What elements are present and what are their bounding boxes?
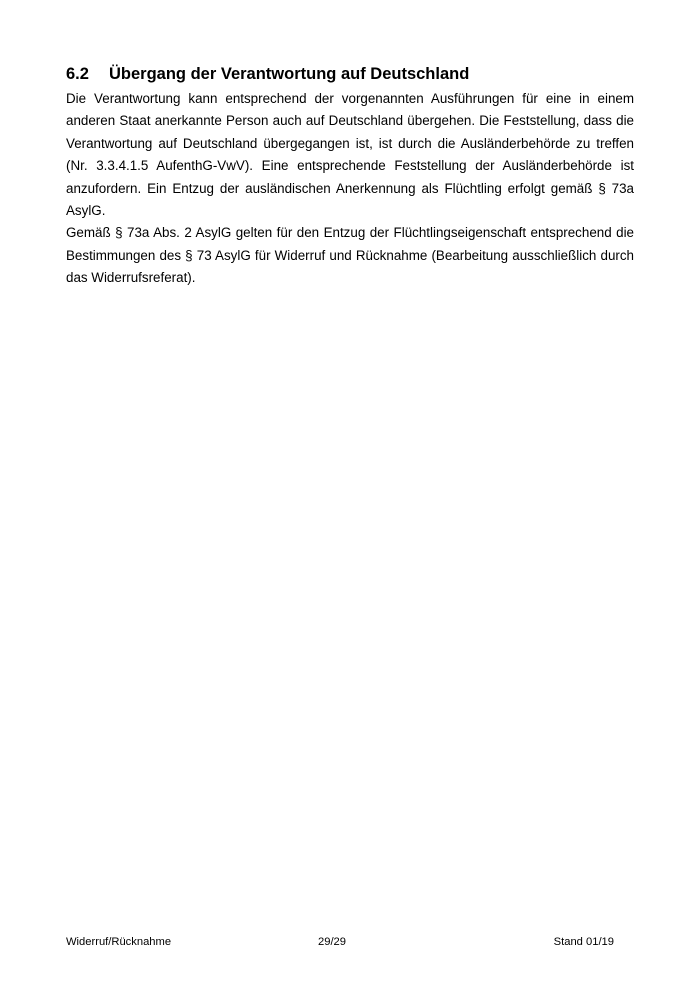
section-heading [66,64,636,84]
section-number: 6.2 [66,65,89,83]
paragraph-1: Die Verantwortung kann entsprechend der vorgenannten Ausführungen für eine in einem anderen Staat anerkannte Person auch auf Deutschland übergehen. Die Feststellung, dass die Verantwortung auf Deutschland übergegangen ist, ist durch die Ausländerbehörde zu treffen (Nr. 3.3.4.1.5 AufenthG-VwV). Eine entsprechende Feststellung der Ausländerbehörde ist anzufordern. Ein Entzug der ausländischen Anerkennung als Flüchtling erfolgt gemäß § 73a AsylG. [66,91,634,219]
paragraph-2: Gemäß § 73a Abs. 2 AsylG gelten für den Entzug der Flüchtlingseigenschaft entsprechend die Bestimmungen des § 73 AsylG für Widerruf und Rücknahme (Bearbeitung ausschließlich durch das Widerrufsreferat). [66,225,634,286]
footer-version-date: Stand 01/19 [553,936,614,948]
page-footer [66,934,614,950]
section-title: Übergang der Verantwortung auf Deutschland [109,65,470,83]
footer-document-title: Widerruf/Rücknahme [66,936,172,948]
footer-page-number: 29/29 [318,936,346,948]
body-text [66,88,634,290]
